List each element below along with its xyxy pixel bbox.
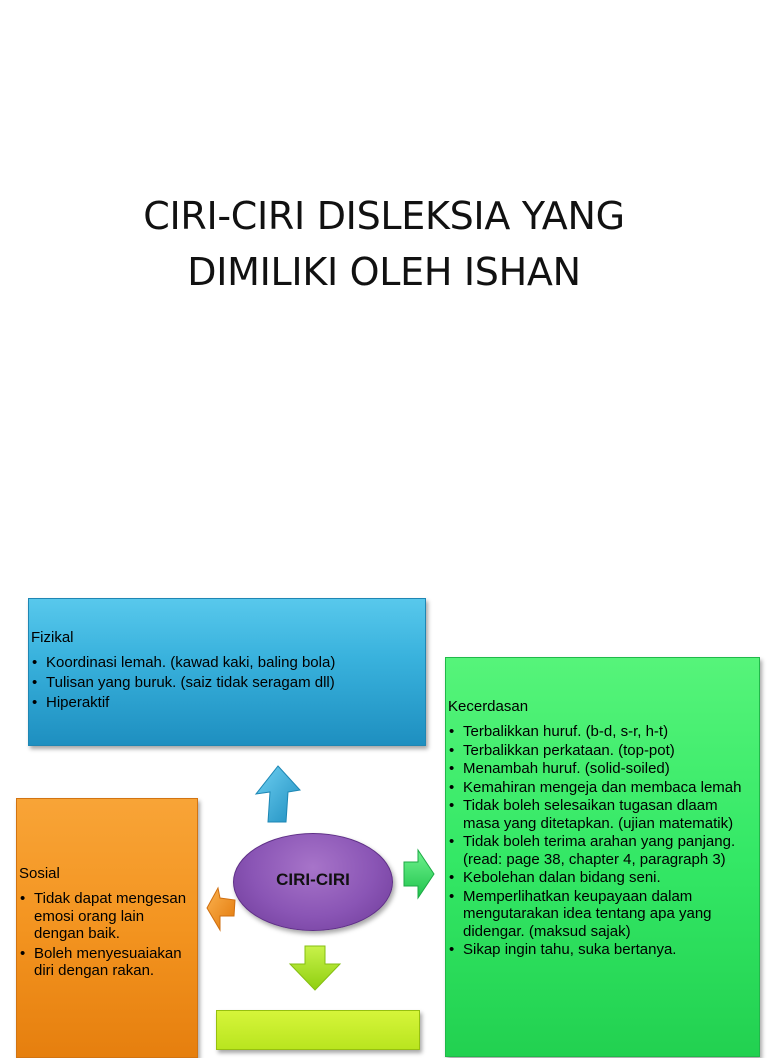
list-item: • Tidak boleh selesaikan tugasan dlaam masa yang ditetapkan. (ujian matematik) — [448, 797, 755, 832]
center-ellipse — [233, 833, 393, 931]
list-item: • Sikap ingin tahu, suka bertanya. — [448, 941, 755, 959]
list-item: • Terbalikkan huruf. (b-d, s-r, h-t) — [448, 723, 755, 741]
list-item: • Tidak dapat mengesan emosi orang lain dengan baik. — [19, 890, 193, 943]
arrow-right-icon — [400, 848, 436, 900]
list-item: • Koordinasi lemah. (kawad kaki, baling bola) — [31, 654, 421, 672]
slide-title-line-1: CIRI-CIRI DISLEKSIA YANG — [143, 194, 625, 238]
list-item: • Kebolehan dalan bidang seni. — [448, 869, 755, 887]
fizikal-heading: Fizikal — [31, 629, 74, 646]
arrow-left-icon — [204, 884, 238, 934]
sosial-heading: Sosial — [19, 865, 60, 882]
slide-title — [0, 188, 768, 300]
slide-title-line-2: DIMILIKI OLEH ISHAN — [187, 250, 581, 294]
list-item: • Hiperaktif — [31, 694, 421, 712]
list-item: • Tidak boleh terima arahan yang panjang. (read: page 38, chapter 4, paragraph 3) — [448, 833, 755, 868]
list-item: • Terbalikkan perkataan. (top-pot) — [448, 742, 755, 760]
sosial-list — [19, 890, 193, 980]
fizikal-list — [31, 654, 421, 712]
kecerdasan-heading: Kecerdasan — [448, 698, 529, 715]
list-item: • Boleh menyesuaiakan diri dengan rakan. — [19, 945, 193, 980]
list-item: • Tulisan yang buruk. (saiz tidak seragam dll) — [31, 674, 421, 692]
bottom-box — [216, 1010, 420, 1050]
kecerdasan-box — [445, 657, 760, 1057]
list-item: • Kemahiran mengeja dan membaca lemah — [448, 779, 755, 797]
arrow-up-icon — [248, 764, 304, 826]
arrow-down-icon — [288, 944, 342, 992]
sosial-box — [16, 798, 198, 1058]
fizikal-box — [28, 598, 426, 746]
list-item: • Memperlihatkan keupayaan dalam mengutarakan idea tentang apa yang didengar. (maksud sajak) — [448, 888, 755, 941]
list-item: • Menambah huruf. (solid-soiled) — [448, 760, 755, 778]
kecerdasan-list — [448, 723, 755, 959]
center-label: CIRI-CIRI — [276, 870, 350, 889]
